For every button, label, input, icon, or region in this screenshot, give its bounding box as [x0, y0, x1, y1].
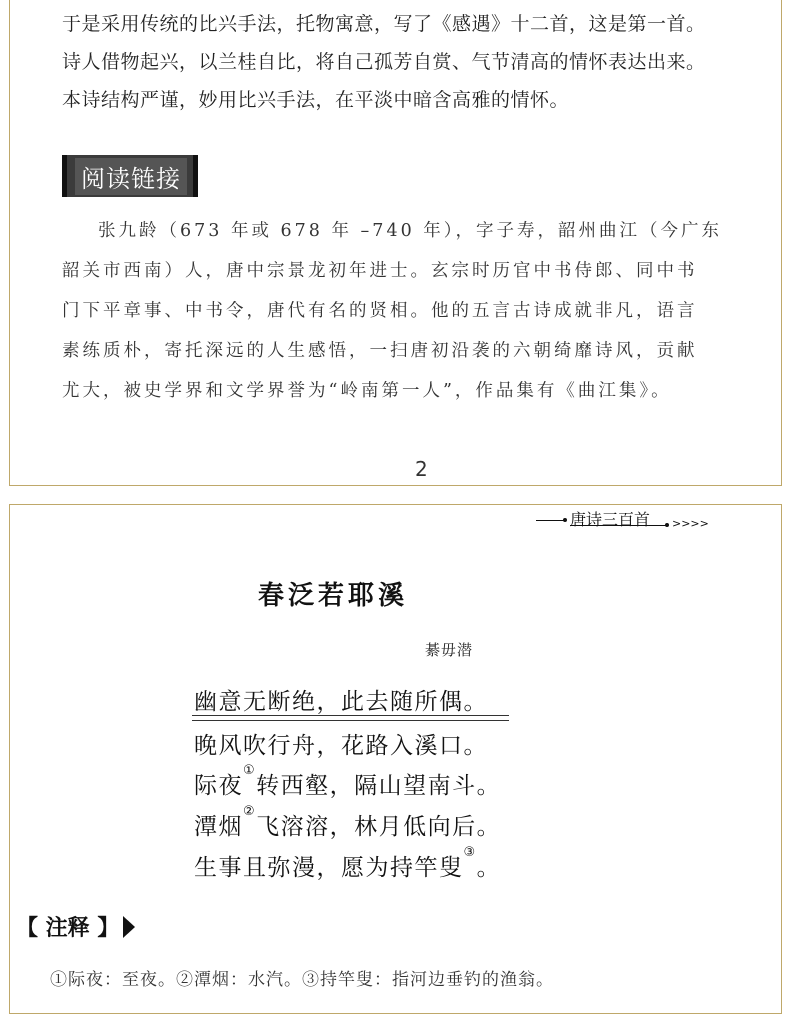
triangle-right-icon [123, 916, 135, 938]
footnote-marker: ③ [463, 845, 477, 860]
verse-line: 际夜①转西壑，隔山望南斗。 [194, 763, 502, 799]
verse-line: 生事且弥漫，愿为持竿叟③。 [194, 845, 502, 881]
paragraph-line: 诗人借物起兴，以兰桂自比，将自己孤芳自赏、气节清高的情怀表达出来。 [62, 51, 706, 73]
verse-line: 潭烟②飞溶溶，林月低向后。 [194, 804, 502, 840]
page-upper [9, 0, 782, 486]
verse-line: 幽意无断绝，此去随所偶。 [194, 689, 488, 715]
page-number: 2 [415, 457, 428, 481]
bio-line: 门下平章事、中书令，唐代有名的贤相。他的五言古诗成就非凡，语言 [62, 301, 698, 321]
poem-author: 綦毋潜 [425, 641, 474, 659]
page-lower [9, 504, 782, 1014]
paragraph-line: 本诗结构严谨，妙用比兴手法，在平淡中暗含高雅的情怀。 [62, 89, 570, 111]
reading-link-heading [62, 155, 198, 197]
paragraph-line: 于是采用传统的比兴手法，托物寓意，写了《感遇》十二首，这是第一首。 [62, 13, 706, 35]
notes-label: 【 注释 】 [16, 916, 120, 941]
notes-heading [16, 911, 135, 942]
running-header-label: 唐诗三百首 [570, 510, 651, 529]
notes-text: ①际夜：至夜。②潭烟：水汽。③持竿叟：指河边垂钓的渔翁。 [50, 970, 554, 990]
poem-title: 春泛若耶溪 [258, 581, 409, 611]
running-header [530, 505, 730, 539]
bio-line: 素练质朴，寄托深远的人生感悟，一扫唐初沿袭的六朝绮靡诗风，贡献 [62, 341, 698, 361]
bio-line: 张九龄（673 年或 678 年 –740 年），字子寿，韶州曲江（今广东 [98, 221, 723, 241]
header-arrows: >>>> [672, 517, 709, 530]
reading-link-label: 阅读链接 [75, 158, 187, 195]
bio-line: 韶关市西南）人，唐中宗景龙初年进士。玄宗时历官中书侍郎、同中书 [62, 261, 698, 281]
verse-line: 晚风吹行舟，花路入溪口。 [194, 733, 488, 759]
footnote-marker: ② [243, 804, 257, 819]
footnote-marker: ① [243, 763, 257, 778]
bio-line: 尤大，被史学界和文学界誉为“岭南第一人”，作品集有《曲江集》。 [62, 381, 672, 401]
